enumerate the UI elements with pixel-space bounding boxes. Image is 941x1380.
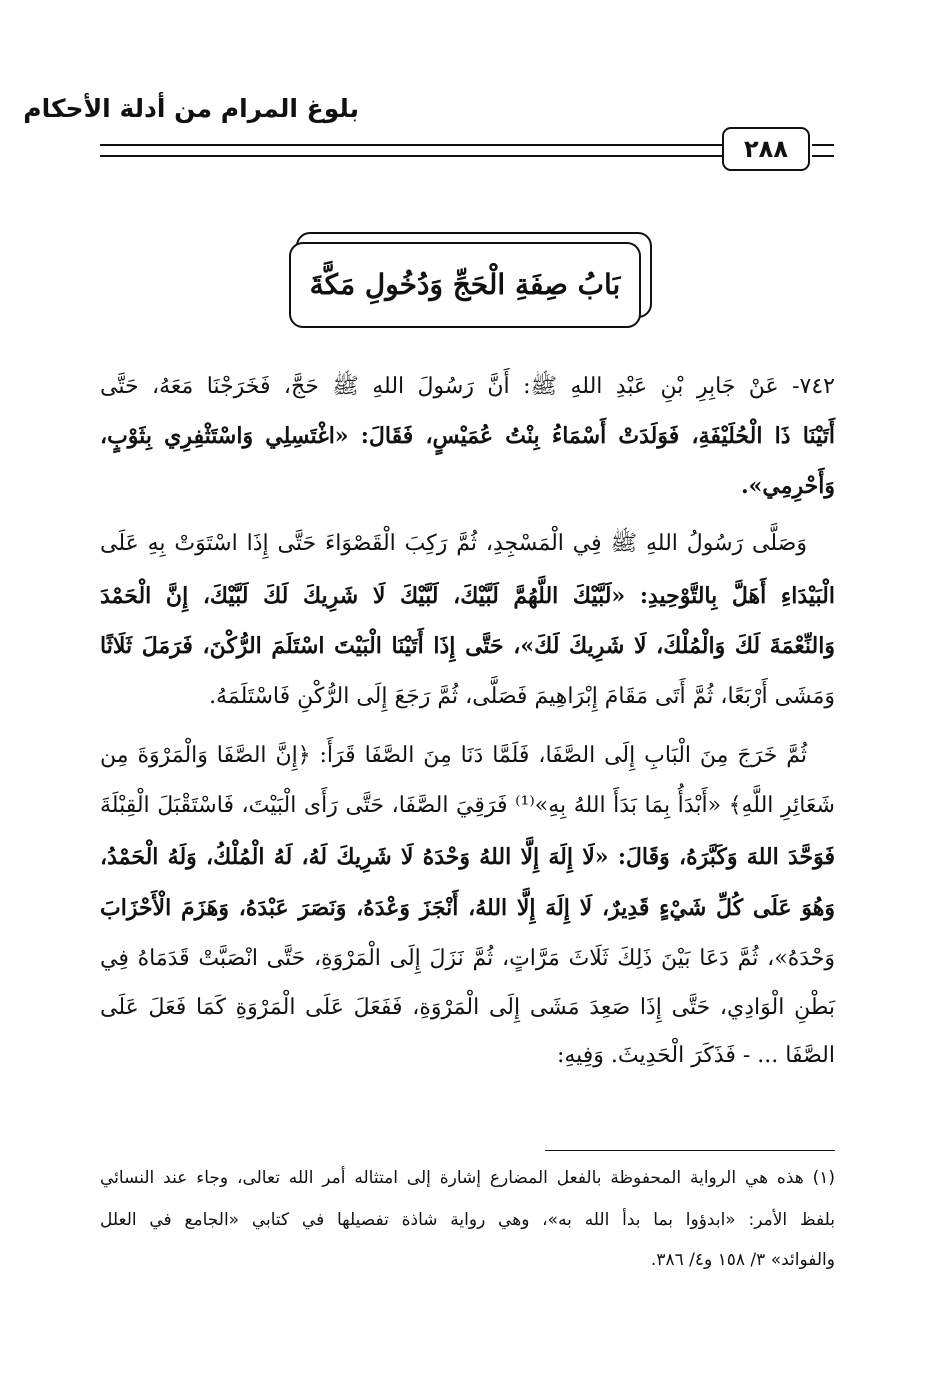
header-rule-left <box>100 144 722 157</box>
body-line: وَحْدَهُ»، ثُمَّ دَعَا بَيْنَ ذَلِكَ ثَلَاثَ مَرَّاتٍ، ثُمَّ نَزَلَ إِلَى الْمَرْوَةِ، حَتَّى انْصَبَّتْ قَدَمَاهُ فِي <box>100 946 835 971</box>
footnote-separator <box>545 1150 835 1151</box>
footnote-line: (١) هذه هي الرواية المحفوظة بالفعل المضارع إشارة إلى امتثاله أمر الله تعالى، وجاء عند النسائي <box>100 1168 835 1188</box>
body-line: ثُمَّ خَرَجَ مِنَ الْبَابِ إِلَى الصَّفَا، فَلَمَّا دَنَا مِنَ الصَّفَا قَرَأَ: ﴿إِنَّ الصَّفَا وَالْمَرْوَةَ مِن <box>100 743 807 768</box>
body-line: أَتَيْنَا ذَا الْحُلَيْفَةِ، فَوَلَدَتْ أَسْمَاءُ بِنْتُ عُمَيْسٍ، فَقَالَ: «اغْتَسِلِي وَاسْتَثْفِرِي بِثَوْبٍ، <box>100 423 835 449</box>
footnote-line: والفوائد» ٣/ ١٥٨ و٤/ ٣٨٦. <box>650 1250 835 1270</box>
chapter-title: بَابُ صِفَةِ الْحَجِّ وَدُخُولِ مَكَّةَ <box>289 242 641 328</box>
page-number: ٢٨٨ <box>722 127 810 171</box>
running-header-title: بلوغ المرام من أدلة الأحكام <box>23 94 359 123</box>
body-line: وَالنِّعْمَةَ لَكَ وَالْمُلْكَ، لَا شَرِيكَ لَكَ»، حَتَّى إِذَا أَتَيْنَا الْبَيْتَ اسْتَلَمَ الرُّكْنَ، فَرَمَلَ ثَلَاثًا <box>100 633 835 659</box>
body-line: الْبَيْدَاءِ أَهَلَّ بِالتَّوْحِيدِ: «لَبَّيْكَ اللَّهُمَّ لَبَّيْكَ، لَبَّيْكَ لَا شَرِيكَ لَكَ لَبَّيْكَ، إِنَّ الْحَمْدَ <box>100 583 835 609</box>
body-line: الصَّفَا ... - فَذَكَرَ الْحَدِيثَ. وَفِيهِ: <box>556 1043 835 1068</box>
body-line: وَصَلَّى رَسُولُ اللهِ ﷺ فِي الْمَسْجِدِ، ثُمَّ رَكِبَ الْقَصْوَاءَ حَتَّى إِذَا اسْتَوَتْ بِهِ عَلَى <box>100 531 807 556</box>
body-line: وَمَشَى أَرْبَعًا، ثُمَّ أَتَى مَقَامَ إِبْرَاهِيمَ فَصَلَّى، ثُمَّ رَجَعَ إِلَى الرُّكْنِ فَاسْتَلَمَهُ. <box>209 684 835 709</box>
body-line: وَأَحْرِمِي». <box>740 473 835 499</box>
body-line: وَهُوَ عَلَى كُلِّ شَيْءٍ قَدِيرٌ، لَا إِلَهَ إِلَّا اللهُ، أَنْجَزَ وَعْدَهُ، وَنَصَرَ عَبْدَهُ، وَهَزَمَ الْأَحْزَابَ <box>100 895 835 921</box>
body-line: فَوَحَّدَ اللهَ وَكَبَّرَهُ، وَقَالَ: «لَا إِلَهَ إِلَّا اللهُ وَحْدَهُ لَا شَرِيكَ لَهُ، لَهُ الْمُلْكُ، وَلَهُ الْحَمْدُ، <box>100 844 835 870</box>
body-line: ٧٤٢- عَنْ جَابِرِ بْنِ عَبْدِ اللهِ ﷺ: أَنَّ رَسُولَ اللهِ ﷺ حَجَّ، فَخَرَجْنَا مَعَهُ، حَتَّى <box>100 374 835 399</box>
body-line: شَعَائِرِ اللَّهِ﴾ «أَبْدَأُ بِمَا بَدَأَ اللهُ بِهِ»⁽¹⁾ فَرَقِيَ الصَّفَا، حَتَّى رَأَى الْبَيْتَ، فَاسْتَقْبَلَ الْقِبْلَةَ <box>100 793 835 818</box>
footnote-line: بلفظ الأمر: «ابدؤوا بما بدأ الله به»، وهي رواية شاذة تفصيلها في كتابي «الجامع في العلل <box>100 1210 835 1230</box>
body-line: بَطْنِ الْوَادِي، حَتَّى إِذَا صَعِدَ مَشَى إِلَى الْمَرْوَةِ، فَفَعَلَ عَلَى الْمَرْوَةِ كَمَا فَعَلَ عَلَى <box>100 995 835 1020</box>
header-rule-right <box>812 144 834 157</box>
